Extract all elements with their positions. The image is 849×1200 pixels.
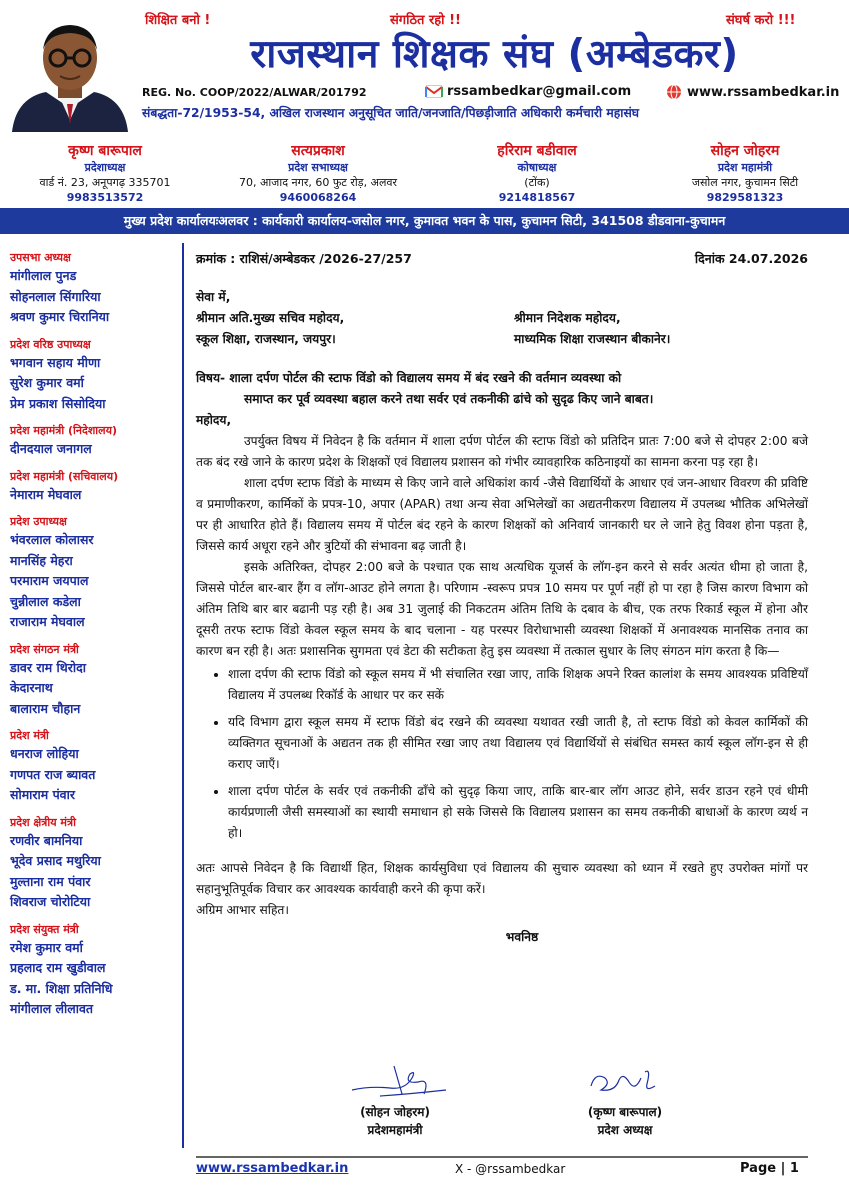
- sidebar-member-name: मानसिंह मेहरा: [10, 552, 73, 568]
- addressee-line: श्रीमान अति.मुख्य सचिव महोदय,: [196, 311, 345, 325]
- slogan-educate: शिक्षित बनो !: [145, 13, 211, 28]
- closing-paragraph: अतः आपसे निवेदन है कि विद्यार्थी हित, शिक्षक कार्यसुविधा एवं विद्यालय की सुचारु व्यवस्था को ध्यान में रखते हुए उपरोक्त मांगों पर सहानुभूतिपूर्वक विचार कर आवश्यक कार्यवाही करने की कृपा करें।: [196, 861, 808, 896]
- sidebar-group: [10, 642, 170, 720]
- sidebar-member-name: ड. मा. शिक्षा प्रतिनिधि: [10, 980, 113, 996]
- office-bearer-speaker: [218, 142, 418, 205]
- paragraph-1: उपर्युक्त विषय में निवेदन है कि वर्तमान में शाला दर्पण पोर्टल की स्टाफ विंडो को प्रतिदिन प्रातः 7:00 बजे से दोपहर 2:00 बजे तक बंद रखे जाने के कारण प्रदेश के शिक्षकों एवं विद्यालय प्रशासन को गंभीर व्यावहारिक कठिनाइयों का सामना करना पड़ रहा है।: [196, 434, 808, 469]
- addressee-director: [514, 308, 670, 350]
- page-number: Page | 1: [740, 1161, 799, 1176]
- email-text: rssambedkar@gmail.com: [447, 84, 632, 99]
- slogan-organize: संगठित रहो !!: [390, 13, 461, 28]
- headquarters-address-bar: मुख्य प्रदेश कार्यालयःअलवर : कार्यकारी कार्यालय-जसोल नगर, कुमावत भवन के पास, कुचामन सिटी, 341508 डीडवाना-कुचामन: [0, 208, 849, 234]
- sidebar-group: [10, 514, 170, 633]
- sidebar-member-name: प्रेम प्रकाश सिसोदिया: [10, 395, 106, 411]
- slogan-agitate: संघर्ष करो !!!: [726, 13, 796, 28]
- demand-item: • यदि विभाग द्वारा स्कूल समय में स्टाफ विंडो बंद रखने की व्यवस्था यथावत रखी जाती है, तो स्टाफ विंडो को केवल कार्मिकों की व्यक्तिगत सूचनाओं के अद्यतन तक ही सीमित रखा जाए तथा विद्यालय एवं विद्यार्थियों से संबंधित समस्त कार्य स्कूल लॉग-इन से ही कराए जाएँ।: [228, 712, 808, 775]
- sidebar-group: [10, 728, 170, 806]
- website-text: www.rssambedkar.in: [687, 84, 840, 100]
- sidebar-member-name: राजाराम मेघवाल: [10, 614, 85, 629]
- bearer-post: प्रदेश सभाध्यक्ष: [288, 161, 348, 174]
- sidebar-member-name: श्रवण कुमार चिरानिया: [10, 309, 110, 324]
- signatory-general-secretary: [330, 1103, 460, 1139]
- bearer-name: हरिराम बडीवाल: [497, 143, 577, 159]
- footer-website-link[interactable]: www.rssambedkar.in: [196, 1161, 349, 1176]
- bearer-name: सत्यप्रकाश: [291, 143, 345, 159]
- sidebar-member-name: सोमाराम पंवार: [10, 787, 75, 802]
- organization-title: राजस्थान शिक्षक संघ (अम्बेडकर): [250, 32, 739, 77]
- sidebar-member-name: शिवराज चोरोटिया: [10, 894, 91, 909]
- demand-item: • शाला दर्पण पोर्टल के सर्वर एवं तकनीकी ढाँचे को सुदृढ़ किया जाए, ताकि बार-बार लॉग आउट होने, सर्वर डाउन रहने एवं धीमी कार्यप्रणाली जैसी समस्याओं का स्थायी समाधान हो सके जिससे कि विद्यालय प्रशासन का समय तकनीकी बाधाओं के कारण व्यर्थ न हो।: [228, 781, 808, 844]
- sidebar-group: [10, 815, 170, 913]
- bearer-phone: 9829581323: [706, 191, 784, 204]
- sidebar-group: [10, 250, 170, 328]
- demands-list: [196, 664, 808, 844]
- sidebar-member-name: केदारनाथ: [10, 680, 53, 695]
- bearer-post: प्रदेशाध्यक्ष: [84, 161, 126, 174]
- sidebar-member-name: रणवीर बामनिया: [10, 832, 83, 848]
- sidebar-group-title: प्रदेश क्षेत्रीय मंत्री: [10, 815, 76, 829]
- sidebar-group-title: प्रदेश महामंत्री (निदेशालय): [10, 424, 118, 437]
- sidebar-member-name: मांगीलाल लीलावत: [10, 1001, 94, 1016]
- sidebar-group: [10, 423, 170, 460]
- affiliation-line: संबद्धता-72/1953-54, अखिल राजस्थान अनुसूचित जाति/जनजाति/पिछड़ीजाति अधिकारी कर्मचारी महासंघ: [142, 106, 640, 120]
- sidebar-member-name: बालाराम चौहान: [10, 700, 81, 716]
- reference-row: [196, 248, 808, 269]
- bearer-name: सोहन जोहरम: [710, 143, 780, 159]
- sidebar-member-name: भगवान सहाय मीणा: [10, 354, 101, 370]
- bearer-name: कृष्ण बारूपाल: [68, 143, 142, 159]
- sidebar-member-name: भंवरलाल कोलासर: [10, 532, 94, 547]
- sidebar-group: [10, 922, 170, 1020]
- signatory-name: (सोहन जोहरम): [360, 1105, 430, 1119]
- salutation: महोदय,: [196, 413, 232, 427]
- sidebar-member-name: दीनदयाल जनागल: [10, 441, 92, 456]
- bearer-address: (टोंक): [524, 176, 550, 189]
- sidebar-member-name: सुरेश कुमार वर्मा: [10, 375, 84, 390]
- addressees: [196, 308, 808, 350]
- paragraph-2: शाला दर्पण स्टाफ विंडो के माध्यम से किए जाने वाले अधिकांश कार्य -जैसे विद्यार्थियों के आधार एवं जन-आधार विवरण की प्रविष्टि व प्रमाणीकरण, कार्मिकों के प्रपत्र-10, अपार (APAR) तथा अन्य सेवा अभिलेखों का अद्यतनीकरण विद्यालय में उपलब्ध भौतिक अभिलेखों पर ही आधारित होते हैं। विद्यालय समय में पोर्टल बंद रहने के कारण शिक्षकों को अनिवार्य जानकारी घर ले जाने हेतु विवश होना पड़ता है, जिससे कार्य अधूरा रहने और त्रुटियों की संभावना बढ़ जाती है।: [196, 476, 808, 553]
- bearer-post: प्रदेश महामंत्री: [717, 161, 773, 174]
- thanks-line: अग्रिम आभार सहित।: [196, 903, 289, 917]
- sidebar-member-name: प्रहलाद राम खुडीवाल: [10, 960, 106, 975]
- sidebar-member-name: चुन्नीलाल कडेला: [10, 593, 81, 609]
- sidebar-group-title: उपसभा अध्यक्ष: [10, 251, 71, 264]
- addressee-line: स्कूल शिक्षा, राजस्थान, जयपुर।: [196, 332, 336, 346]
- sidebar-member-name: भूदेव प्रसाद मथुरिया: [10, 853, 101, 868]
- bearer-phone: 9214818567: [498, 191, 576, 204]
- to-label: सेवा में,: [196, 290, 231, 304]
- sidebar-group-title: प्रदेश संगठन मंत्री: [10, 642, 79, 656]
- sidebar-member-name: रमेश कुमार वर्मा: [10, 939, 83, 955]
- demand-item: • शाला दर्पण की स्टाफ विंडो को स्कूल समय में भी संचालित रखा जाए, ताकि शिक्षक अपने रिक्त कालांश के समय आवश्यक प्रविष्टियाँ विद्यालय में उपलब्ध रिकॉर्ड के आधार पर कर सकें: [228, 664, 808, 706]
- sidebar-member-name: मांगीलाल पुनड: [10, 268, 77, 283]
- registration-number: REG. No. COOP/2022/ALWAR/201792: [142, 86, 367, 99]
- office-bearer-treasurer: [442, 142, 632, 205]
- sidebar-member-name: गणपत राज ब्यावत: [10, 766, 96, 782]
- paragraph-3: इसके अतिरिक्त, दोपहर 2:00 बजे के पश्चात एक साथ अत्यधिक यूजर्स के लॉग-इन करने से सर्वर अत्यंत धीमा हो जाता है, जिससे पोर्टल बार-बार हैंग व लॉग-आउट होने लगता है। परिणाम -स्वरूप प्रपत्र 10 समय पर पूर्ण नहीं हो पा रहा है जिस कारण विभाग को अंतिम तिथि बार बार बढानी पड़ रही है। अब 31 जुलाई की निकटतम अंतिम तिथि के दबाव के बीच, एक तरफ रिकार्ड स्कूल में होना और दूसरी तरफ स्टाफ विंडो केवल स्कूल समय के बाद चलाना - यह परस्पर विरोधाभासी व्यवस्था शिक्षकों में अनावश्यक मानसिक तनाव का कारण बन रही है। अतः प्रशासनिक सुगमता एवं डेटा की सटीकता हेतु इस व्यवस्था में तत्काल सुधार के लिए संगठन मांग करता है कि—: [196, 560, 808, 658]
- email-contact[interactable]: [425, 84, 631, 99]
- sidebar-group-title: प्रदेश महामंत्री (सचिवालय): [10, 469, 119, 483]
- sidebar-member-name: नेमाराम मेघवाल: [10, 486, 82, 502]
- signatory-name: (कृष्ण बारूपाल): [587, 1105, 663, 1119]
- footer-x-handle[interactable]: X - @rssambedkar: [455, 1162, 566, 1176]
- letter-body: [196, 248, 808, 948]
- sign-off: भवनिष्ठ: [505, 930, 539, 944]
- website-contact[interactable]: [666, 84, 839, 100]
- sidebar-member-name: परमाराम जयपाल: [10, 573, 89, 588]
- ambedkar-portrait: [6, 20, 134, 132]
- bearer-phone: 9983513572: [66, 191, 144, 204]
- signatory-post: प्रदेशमहामंत्री: [367, 1123, 423, 1137]
- sidebar-group: [10, 337, 170, 415]
- bearer-address: जसोल नगर, कुचामन सिटी: [691, 176, 799, 189]
- office-bearer-president: [10, 142, 200, 205]
- office-bearer-general-secretary: [650, 142, 840, 205]
- bearer-address: 70, आजाद नगर, 60 फुट रोड़, अलवर: [238, 176, 398, 189]
- signature-general-secretary: [350, 1060, 450, 1102]
- sidebar-group-title: प्रदेश संयुक्त मंत्री: [10, 922, 79, 936]
- bearer-phone: 9460068264: [279, 191, 357, 204]
- sidebar-group: [10, 469, 170, 506]
- signature-president: [585, 1062, 665, 1100]
- sidebar-group-title: प्रदेश उपाध्यक्ष: [10, 515, 67, 528]
- addressee-line: श्रीमान निदेशक महोदय,: [514, 311, 621, 325]
- signatory-post: प्रदेश अध्यक्ष: [597, 1123, 653, 1137]
- letter-date: दिनांक 24.07.2026: [694, 251, 808, 266]
- subject-line: समाप्त कर पूर्व व्यवस्था बहाल करने तथा सर्वर एवं तकनीकी ढांचे को सुदृढ किए जाने बाबत।: [244, 392, 654, 406]
- sidebar-member-name: डावर राम थिरोदा: [10, 659, 86, 675]
- gmail-icon: [425, 85, 443, 98]
- sidebar-office-bearers: [10, 250, 170, 1029]
- globe-icon: [666, 84, 682, 100]
- reference-number: क्रमांक : राशिसं/अम्बेडकर /2026-27/257: [196, 251, 412, 266]
- subject: [196, 368, 808, 410]
- sidebar-divider: [182, 243, 184, 1148]
- sidebar-member-name: सोहनलाल सिंगारिया: [10, 288, 101, 304]
- sidebar-group-title: प्रदेश वरिष्ठ उपाध्यक्ष: [10, 337, 91, 351]
- sidebar-group-title: प्रदेश मंत्री: [10, 729, 49, 742]
- subject-line: विषय- शाला दर्पण पोर्टल की स्टाफ विंडो को विद्यालय समय में बंद रखने की वर्तमान व्यवस्था को: [196, 371, 622, 385]
- bearer-post: कोषाध्यक्ष: [517, 161, 557, 174]
- bearer-address: वार्ड नं. 23, अनूपगढ़ 335701: [39, 176, 171, 189]
- signatory-president: [555, 1103, 695, 1139]
- footer-divider: [196, 1156, 808, 1158]
- addressee-acs: [196, 308, 514, 350]
- sidebar-member-name: धनराज लोहिया: [10, 746, 79, 761]
- addressee-line: माध्यमिक शिक्षा राजस्थान बीकानेर।: [514, 332, 671, 346]
- sidebar-member-name: मुल्ताना राम पंवार: [10, 873, 91, 889]
